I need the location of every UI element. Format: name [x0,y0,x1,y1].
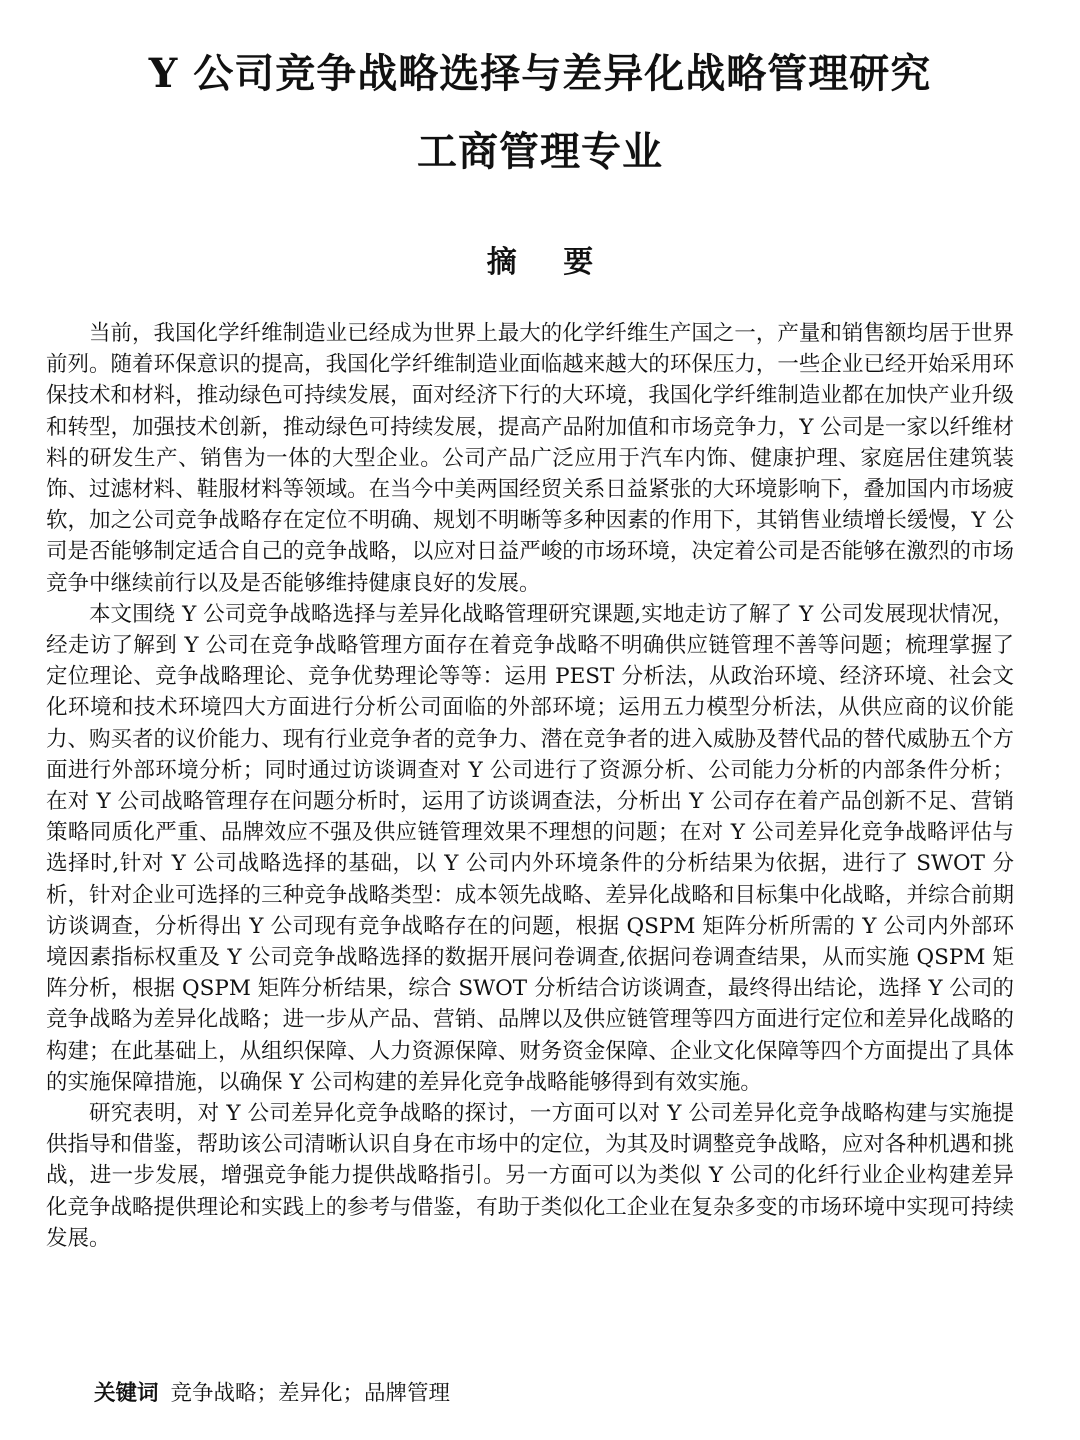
abstract-paragraph-1: 当前，我国化学纤维制造业已经成为世界上最大的化学纤维生产国之一，产量和销售额均居于世界前列。随着环保意识的提高，我国化学纤维制造业面临越来越大的环保压力，一些企业已经开始采用环保技术和材料，推动绿色可持续发展，面对经济下行的大环境，我国化学纤维制造业都在加快产业升级和转型，加强技术创新，推动绿色可持续发展，提高产品附加值和市场竞争力，Y 公司是一家以纤维材料的研发生产、销售为一体的大型企业。公司产品广泛应用于汽车内饰、健康护理、家庭居住建筑装饰、过滤材料、鞋服材料等领域。在当今中美两国经贸关系日益紧张的大环境影响下，叠加国内市场疲软，加之公司竞争战略存在定位不明确、规划不明晰等多种因素的作用下，其销售业绩增长缓慢，Y 公司是否能够制定适合自己的竞争战略，以应对日益严峻的市场环境，决定着公司是否能够在激烈的市场竞争中继续前行以及是否能够维持健康良好的发展。 [46,321,1014,596]
abstract-body [46,318,1014,1254]
keywords-value: 竞争战略；差异化；品牌管理 [170,1381,451,1406]
document-title: Y 公司竞争战略选择与差异化战略管理研究 [148,50,932,97]
keywords-label: 关键词 [94,1381,159,1406]
keywords-line [94,1378,450,1410]
abstract-paragraph-2: 本文围绕 Y 公司竞争战略选择与差异化战略管理研究课题,实地走访了解了 Y 公司发展现状情况，经走访了解到 Y 公司在竞争战略管理方面存在着竞争战略不明确供应链管理不善等问题；梳理掌握了定位理论、竞争战略理论、竞争优势理论等等：运用 PEST 分析法，从政治环境、经济环境、社会文化环境和技术环境四大方面进行分析公司面临的外部环境；运用五力模型分析法，从供应商的议价能力、购买者的议价能力、现有行业竞争者的竞争力、潜在竞争者的进入威胁及替代品的替代威胁五个方面进行外部环境分析；同时通过访谈调查对 Y 公司进行了资源分析、公司能力分析的内部条件分析；在对 Y 公司战略管理存在问题分析时，运用了访谈调查法，分析出 Y 公司存在着产品创新不足、营销策略同质化严重、品牌效应不强及供应链管理效果不理想的问题；在对 Y 公司差异化竞争战略评估与选择时,针对 Y 公司战略选择的基础，以 Y 公司内外环境条件的分析结果为依据，进行了 SWOT 分析，针对企业可选择的三种竞争战略类型：成本领先战略、差异化战略和目标集中化战略，并综合前期访谈调查，分析得出 Y 公司现有竞争战略存在的问题，根据 QSPM 矩阵分析所需的 Y 公司内外部环境因素指标权重及 Y 公司竞争战略选择的数据开展问卷调查,依据问卷调查结果，从而实施 QSPM 矩阵分析，根据 QSPM 矩阵分析结果，综合 SWOT 分析结合访谈调查，最终得出结论，选择 Y 公司的竞争战略为差异化战略；进一步从产品、营销、品牌以及供应链管理等四方面进行定位和差异化战略的构建；在此基础上，从组织保障、人力资源保障、财务资金保障、企业文化保障等四个方面提出了具体的实施保障措施，以确保 Y 公司构建的差异化竞争战略能够得到有效实施。 [46,601,1014,1095]
document-major: 工商管理专业 [417,128,663,175]
abstract-heading: 摘 要 [486,245,612,280]
abstract-paragraph-3: 研究表明，对 Y 公司差异化竞争战略的探讨，一方面可以对 Y 公司差异化竞争战略构建与实施提供指导和借鉴，帮助该公司清晰认识自身在市场中的定位，为其及时调整竞争战略，应对各种机遇和挑战，进一步发展，增强竞争能力提供战略指引。另一方面可以为类似 Y 公司的化纤行业企业构建差异化竞争战略提供理论和实践上的参考与借鉴，有助于类似化工企业在复杂多变的市场环境中实现可持续发展。 [46,1101,1014,1251]
